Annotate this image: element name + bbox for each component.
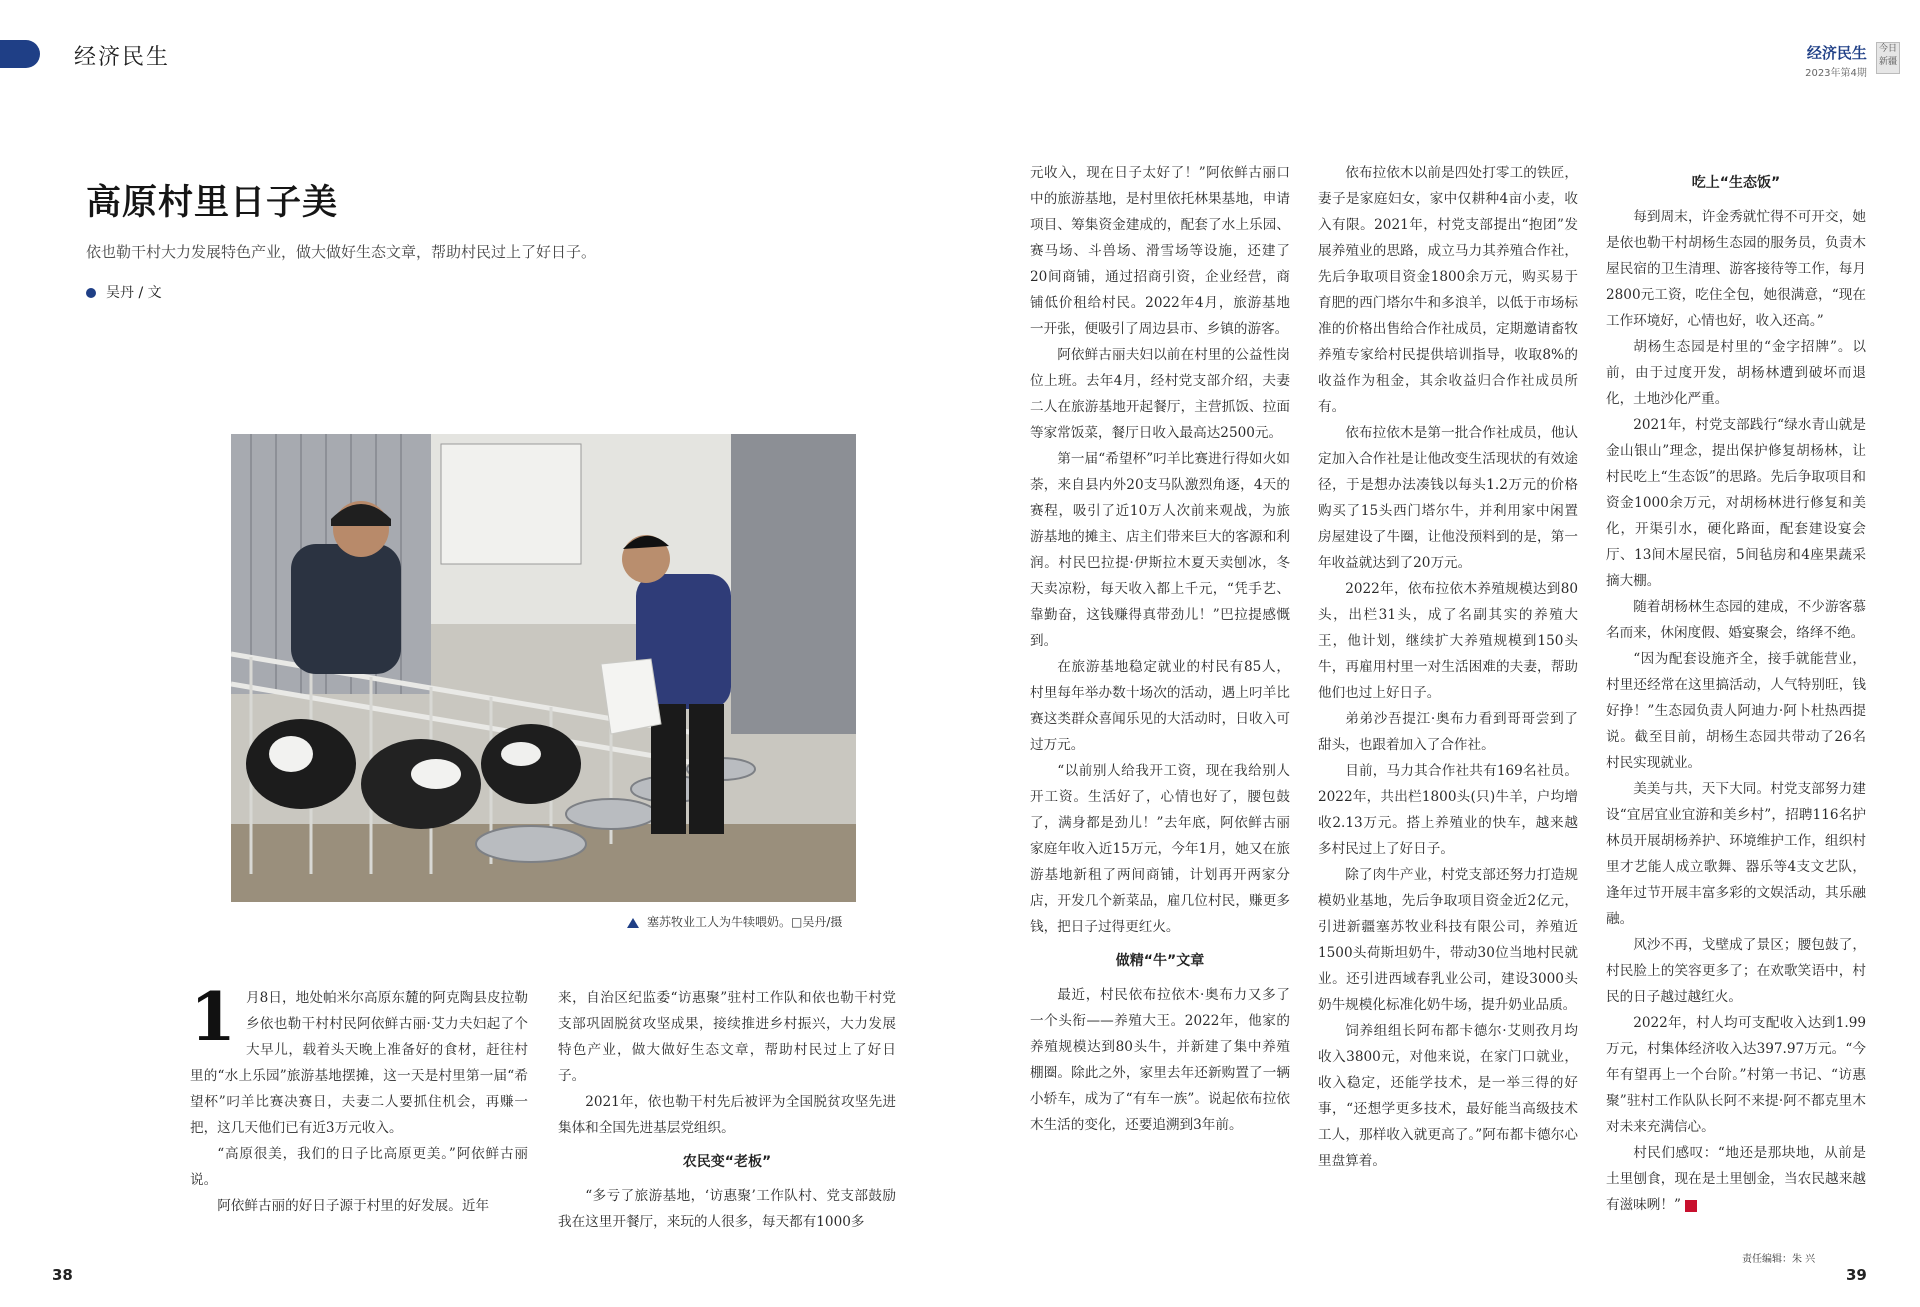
paragraph: 元收入，现在日子太好了！”阿依鲜古丽口中的旅游基地，是村里依托林果基地，申请项目、筹集资金建成的，配套了水上乐园、赛马场、斗兽场、滑雪场等设施，还建了20间商铺，通过招商引资，企业经营，商铺低价租给村民。2022年4月，旅游基地一开张，便吸引了周边县市、乡镇的游客。 xyxy=(1030,165,1290,337)
column-4 xyxy=(1318,160,1578,1174)
page-number-left: 38 xyxy=(52,1266,73,1284)
paragraph: “以前别人给我开工资，现在我给别人开工资。生活好了，心情也好了，腰包鼓了，满身都是劲儿！”去年底，阿依鲜古丽家庭年收入近15万元，今年1月，她又在旅游基地新租了两间商铺，计划再开两家分店，开发几个新菜品，雇几位村民，赚更多钱，把日子过得更红火。 xyxy=(1030,763,1290,935)
paragraph: 目前，马力其合作社共有169名社员。2022年，共出栏1800头(只)牛羊，户均增收2.13万元。搭上养殖业的快车，越来越多村民过上了好日子。 xyxy=(1318,763,1578,857)
paragraph xyxy=(1606,1140,1866,1218)
masthead xyxy=(1805,42,1900,79)
editor-credit: 责任编辑：朱 兴 xyxy=(1742,1254,1816,1265)
paragraph: 第一届“希望杯”叼羊比赛进行得如火如荼，来自县内外20支马队激烈角逐，4天的赛程，吸引了近10万人次前来观战，为旅游基地的摊主、店主们带来巨大的客源和利润。村民巴拉提·伊斯拉木夏天卖刨冰，冬天卖凉粉，每天收入都上千元，“凭手艺、靠勤奋，这钱赚得真带劲儿！”巴拉提感慨到。 xyxy=(1030,451,1290,649)
paragraph: 2022年，依布拉依木养殖规模达到80头，出栏31头，成了名副其实的养殖大王，他计划，继续扩大养殖规模到150头牛，再雇用村里一对生活困难的夫妻，帮助他们也过上好日子。 xyxy=(1318,581,1578,701)
paragraph: 阿依鲜古丽夫妇以前在村里的公益性岗位上班。去年4月，经村党支部介绍，夫妻二人在旅游基地开起餐厅，主营抓饭、拉面等家常饭菜，餐厅日收入最高达2500元。 xyxy=(1030,347,1290,441)
paragraph: 2021年，依也勒干村先后被评为全国脱贫攻坚先进集体和全国先进基层党组织。 xyxy=(558,1094,896,1136)
column-3 xyxy=(1030,160,1290,1138)
paragraph: 依布拉依木是第一批合作社成员，他认定加入合作社是让他改变生活现状的有效途径，于是想办法凑钱以每头1.2万元的价格购买了15头西门塔尔牛，并利用家中闲置房屋建设了牛圈，让他没预料到的是，第一年收益就达到了20万元。 xyxy=(1318,425,1578,571)
column-5 xyxy=(1606,170,1866,1218)
paragraph: 2021年，村党支部践行“绿水青山就是金山银山”理念，提出保护修复胡杨林，让村民吃上“生态饭”的思路。先后争取项目和资金1000余万元，对胡杨林进行修复和美化，开渠引水，硬化路面，配套建设宴会厅、13间木屋民宿，5间毡房和4座果蔬采摘大棚。 xyxy=(1606,417,1866,589)
paragraph: “高原很美，我们的日子比高原更美。”阿依鲜古丽说。 xyxy=(190,1146,528,1188)
paragraph xyxy=(190,978,528,1141)
article-photo xyxy=(231,434,856,902)
caption-triangle-icon xyxy=(627,918,639,928)
paragraph: 弟弟沙吾提江·奥布力看到哥哥尝到了甜头，也跟着加入了合作社。 xyxy=(1318,711,1578,753)
subheading: 吃上“生态饭” xyxy=(1691,175,1781,191)
article-title: 高原村里日子美 xyxy=(86,183,339,223)
masthead-name: 经济民生 xyxy=(1806,44,1867,62)
paragraph: 2022年，村人均可支配收入达到1.99万元，村集体经济收入达397.97万元。“今年有望再上一个台阶。”村第一书记、“访惠聚”驻村工作队队长阿不来提·阿不都克里木对未来充满信心。 xyxy=(1606,1015,1866,1135)
byline-bullet-icon xyxy=(86,288,96,298)
byline-text: 吴丹 / 文 xyxy=(106,285,162,301)
paragraph-text: 月8日，地处帕米尔高原东麓的阿克陶县皮拉勒乡依也勒干村村民阿依鲜古丽·艾力夫妇起了个大早儿，载着头天晚上准备好的食材，赶往村里的“水上乐园”旅游基地摆摊，这一天是村里第一届“希望杯”叼羊比赛决赛日，夫妻二人要抓住机会，再赚一把，这几天他们已有近3万元收入。 xyxy=(190,990,528,1136)
photo-caption xyxy=(627,913,842,930)
issue-label: 2023年第4期 xyxy=(1805,68,1867,79)
paragraph: 每到周末，许金秀就忙得不可开交，她是依也勒干村胡杨生态园的服务员，负责木屋民宿的卫生清理、游客接待等工作，每月2800元工资，吃住全包，她很满意，“现在工作环境好，心情也好，收入还高。” xyxy=(1606,209,1866,329)
paragraph: 除了肉牛产业，村党支部还努力打造规模奶业基地，先后争取项目资金近2亿元，引进新疆塞苏牧业科技有限公司，养殖近1500头荷斯坦奶牛，带动30位当地村民就业。还引进西域春乳业公司，建设3000头奶牛规模化标准化奶牛场，提升奶业品质。 xyxy=(1318,867,1578,1013)
paragraph: 随着胡杨林生态园的建成，不少游客慕名而来，休闲度假、婚宴聚会，络绎不绝。 xyxy=(1606,599,1866,641)
closing-quote: 村民们感叹：“地还是那块地，从前是土里刨食，现在是土里刨金，当农民越来越有滋味咧！” xyxy=(1606,1145,1866,1213)
subheading: 农民变“老板” xyxy=(682,1154,772,1170)
column-2 xyxy=(558,985,896,1235)
paragraph: 依布拉依木以前是四处打零工的铁匠，妻子是家庭妇女，家中仅耕种4亩小麦，收入有限。2021年，村党支部提出“抱团”发展养殖业的思路，成立马力其养殖合作社，先后争取项目资金1800余万元，购买易于育肥的西门塔尔牛和多浪羊，以低于市场标准的价格出售给合作社成员，定期邀请畜牧养殖专家给村民提供培训指导，收取8%的收益作为租金，其余收益归合作社成员所有。 xyxy=(1318,165,1578,415)
paragraph: 在旅游基地稳定就业的村民有85人，村里每年举办数十场次的活动，遇上叼羊比赛这类群众喜闻乐见的大活动时，日收入可过万元。 xyxy=(1030,659,1290,753)
calf-feeding-photo-illustration xyxy=(231,434,856,902)
section-tab-marker xyxy=(0,40,40,68)
paragraph: 风沙不再，戈壁成了景区；腰包鼓了，村民脸上的笑容更多了；在欢歌笑语中，村民的日子越过越红火。 xyxy=(1606,937,1866,1005)
paragraph: 胡杨生态园是村里的“金字招牌”。以前，由于过度开发，胡杨林遭到破坏而退化，土地沙化严重。 xyxy=(1606,339,1866,407)
section-title: 经济民生 xyxy=(74,45,171,70)
subheading: 做精“牛”文章 xyxy=(1115,953,1205,969)
byline xyxy=(86,282,162,302)
paragraph: “因为配套设施齐全，接手就能营业，村里还经常在这里搞活动，人气特别旺，钱好挣！”生态园负责人阿迪力·阿卜杜热西提说。截至目前，胡杨生态园共带动了26名村民实现就业。 xyxy=(1606,651,1866,771)
paragraph: 来，自治区纪监委“访惠聚”驻村工作队和依也勒干村党支部巩固脱贫攻坚成果，接续推进乡村振兴，大力发展特色产业，做大做好生态文章，帮助村民过上了好日子。 xyxy=(558,990,896,1084)
caption-text: 塞苏牧业工人为牛犊喂奶。□吴丹/摄 xyxy=(647,915,843,929)
paragraph: 美美与共，天下大同。村党支部努力建设“宜居宜业宜游和美乡村”，招聘116名护林员开展胡杨养护、环境维护工作，组织村里才艺能人成立歌舞、器乐等4支文艺队，逢年过节开展丰富多彩的文娱活动，其乐融融。 xyxy=(1606,781,1866,927)
paragraph: “多亏了旅游基地，‘访惠聚’工作队村、党支部鼓励我在这里开餐厅，来玩的人很多，每天都有1000多 xyxy=(558,1188,896,1230)
column-1 xyxy=(190,978,528,1219)
paragraph: 饲养组组长阿布都卡德尔·艾则孜月均收入3800元，对他来说，在家门口就业，收入稳定，还能学技术，是一举三得的好事，“还想学更多技术，最好能当高级技术工人，那样收入就更高了。”阿布都卡德尔心里盘算着。 xyxy=(1318,1023,1578,1169)
article-end-mark-icon xyxy=(1685,1200,1697,1212)
paragraph: 最近，村民依布拉依木·奥布力又多了一个头衔——养殖大王。2022年，他家的养殖规模达到80头牛，并新建了集中养殖棚圈。除此之外，家里去年还新购置了一辆小轿车，成为了“有车一族”。说起依布拉依木生活的变化，还要追溯到3年前。 xyxy=(1030,987,1290,1133)
page-number-right: 39 xyxy=(1846,1266,1867,1284)
magazine-badge: 今日新疆 xyxy=(1876,42,1900,74)
article-lede: 依也勒干村大力发展特色产业，做大做好生态文章，帮助村民过上了好日子。 xyxy=(86,243,597,261)
dropcap: 1 xyxy=(190,978,236,1056)
paragraph: 阿依鲜古丽的好日子源于村里的好发展。近年 xyxy=(217,1198,490,1214)
